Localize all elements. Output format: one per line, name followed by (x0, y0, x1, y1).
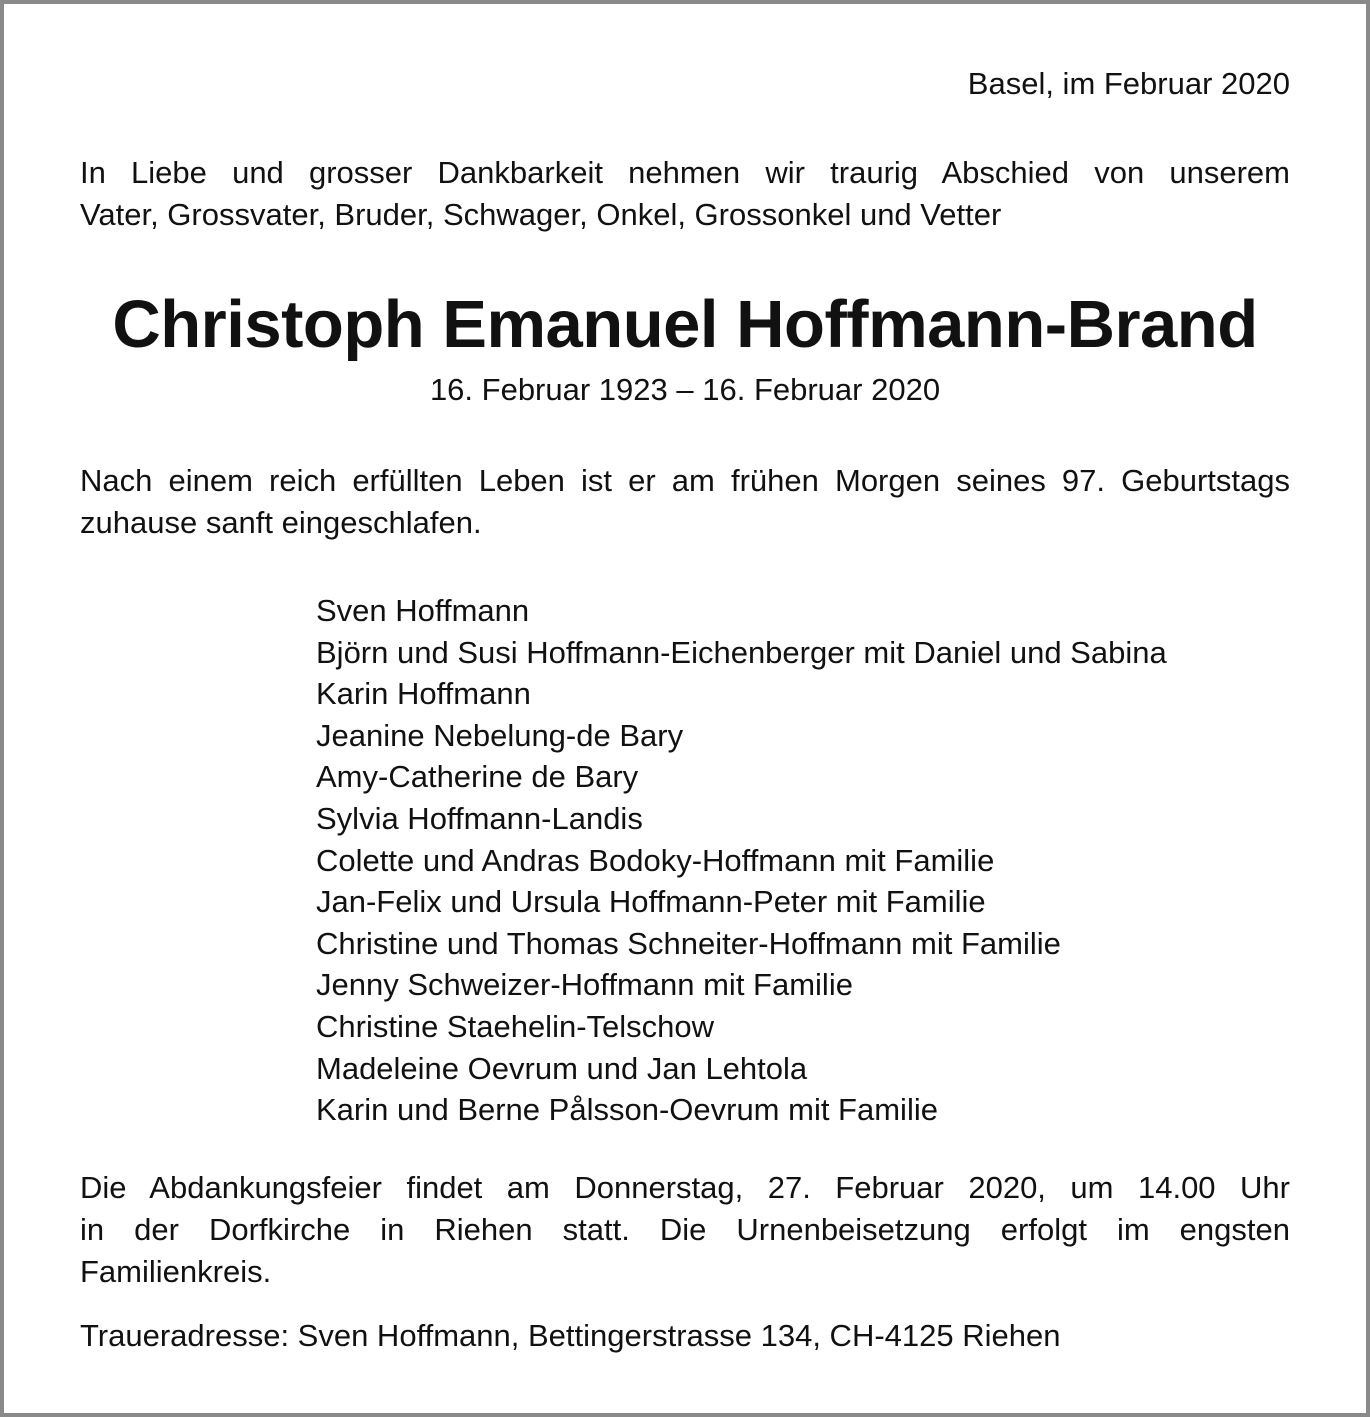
mourner-item: Björn und Susi Hoffmann-Eichenberger mit Daniel und Sabina (316, 634, 1167, 670)
mourner-item: Amy-Catherine de Bary (316, 759, 639, 795)
mourner-item: Colette und Andras Bodoky-Hoffmann mit Familie (316, 842, 995, 878)
mourner-item: Sylvia Hoffmann-Landis (316, 800, 643, 836)
mourning-address: Traueradresse: Sven Hoffmann, Bettingerstrasse 134, CH-4125 Riehen (80, 1318, 1061, 1353)
mourner-item: Madeleine Oevrum und Jan Lehtola (316, 1050, 808, 1086)
intro-line-1: In Liebe und grosser Dankbarkeit nehmen wir traurig Abschied von unserem (80, 155, 1290, 190)
mourner-item: Christine Staehelin-Telschow (316, 1008, 715, 1044)
mourner-item: Jan-Felix und Ursula Hoffmann-Peter mit Familie (316, 884, 986, 920)
ceremony-line-3: Familienkreis. (80, 1254, 272, 1289)
passing-line-2: zuhause sanft eingeschlafen. (80, 505, 482, 540)
mourners-list (316, 590, 1290, 1131)
mourner-item: Jeanine Nebelung-de Bary (316, 717, 684, 753)
intro-line-2: Vater, Grossvater, Bruder, Schwager, Onkel, Grossonkel und Vetter (80, 197, 1002, 232)
ceremony-paragraph (80, 1167, 1290, 1293)
mourner-item: Karin Hoffmann (316, 676, 531, 712)
passing-paragraph (80, 460, 1290, 544)
notice-content (80, 4, 1290, 1413)
mourner-item: Christine und Thomas Schneiter-Hoffmann mit Familie (316, 925, 1061, 961)
ceremony-line-1: Die Abdankungsfeier findet am Donnerstag, 27. Februar 2020, um 14.00 Uhr (80, 1170, 1290, 1205)
mourner-item: Jenny Schweizer-Hoffmann mit Familie (316, 967, 853, 1003)
intro-paragraph (80, 152, 1290, 236)
place-date: Basel, im Februar 2020 (967, 66, 1290, 101)
passing-line-1: Nach einem reich erfüllten Leben ist er am frühen Morgen seines 97. Geburtstags (80, 463, 1290, 498)
mourner-item: Karin und Berne Pålsson-Oevrum mit Familie (316, 1092, 938, 1128)
mourner-item: Sven Hoffmann (316, 593, 530, 628)
deceased-name: Christoph Emanuel Hoffmann-Brand (112, 287, 1258, 362)
lifespan-dates: 16. Februar 1923 – 16. Februar 2020 (429, 372, 941, 407)
ceremony-line-2: in der Dorfkirche in Riehen statt. Die Urnenbeisetzung erfolgt im engsten (80, 1212, 1290, 1247)
